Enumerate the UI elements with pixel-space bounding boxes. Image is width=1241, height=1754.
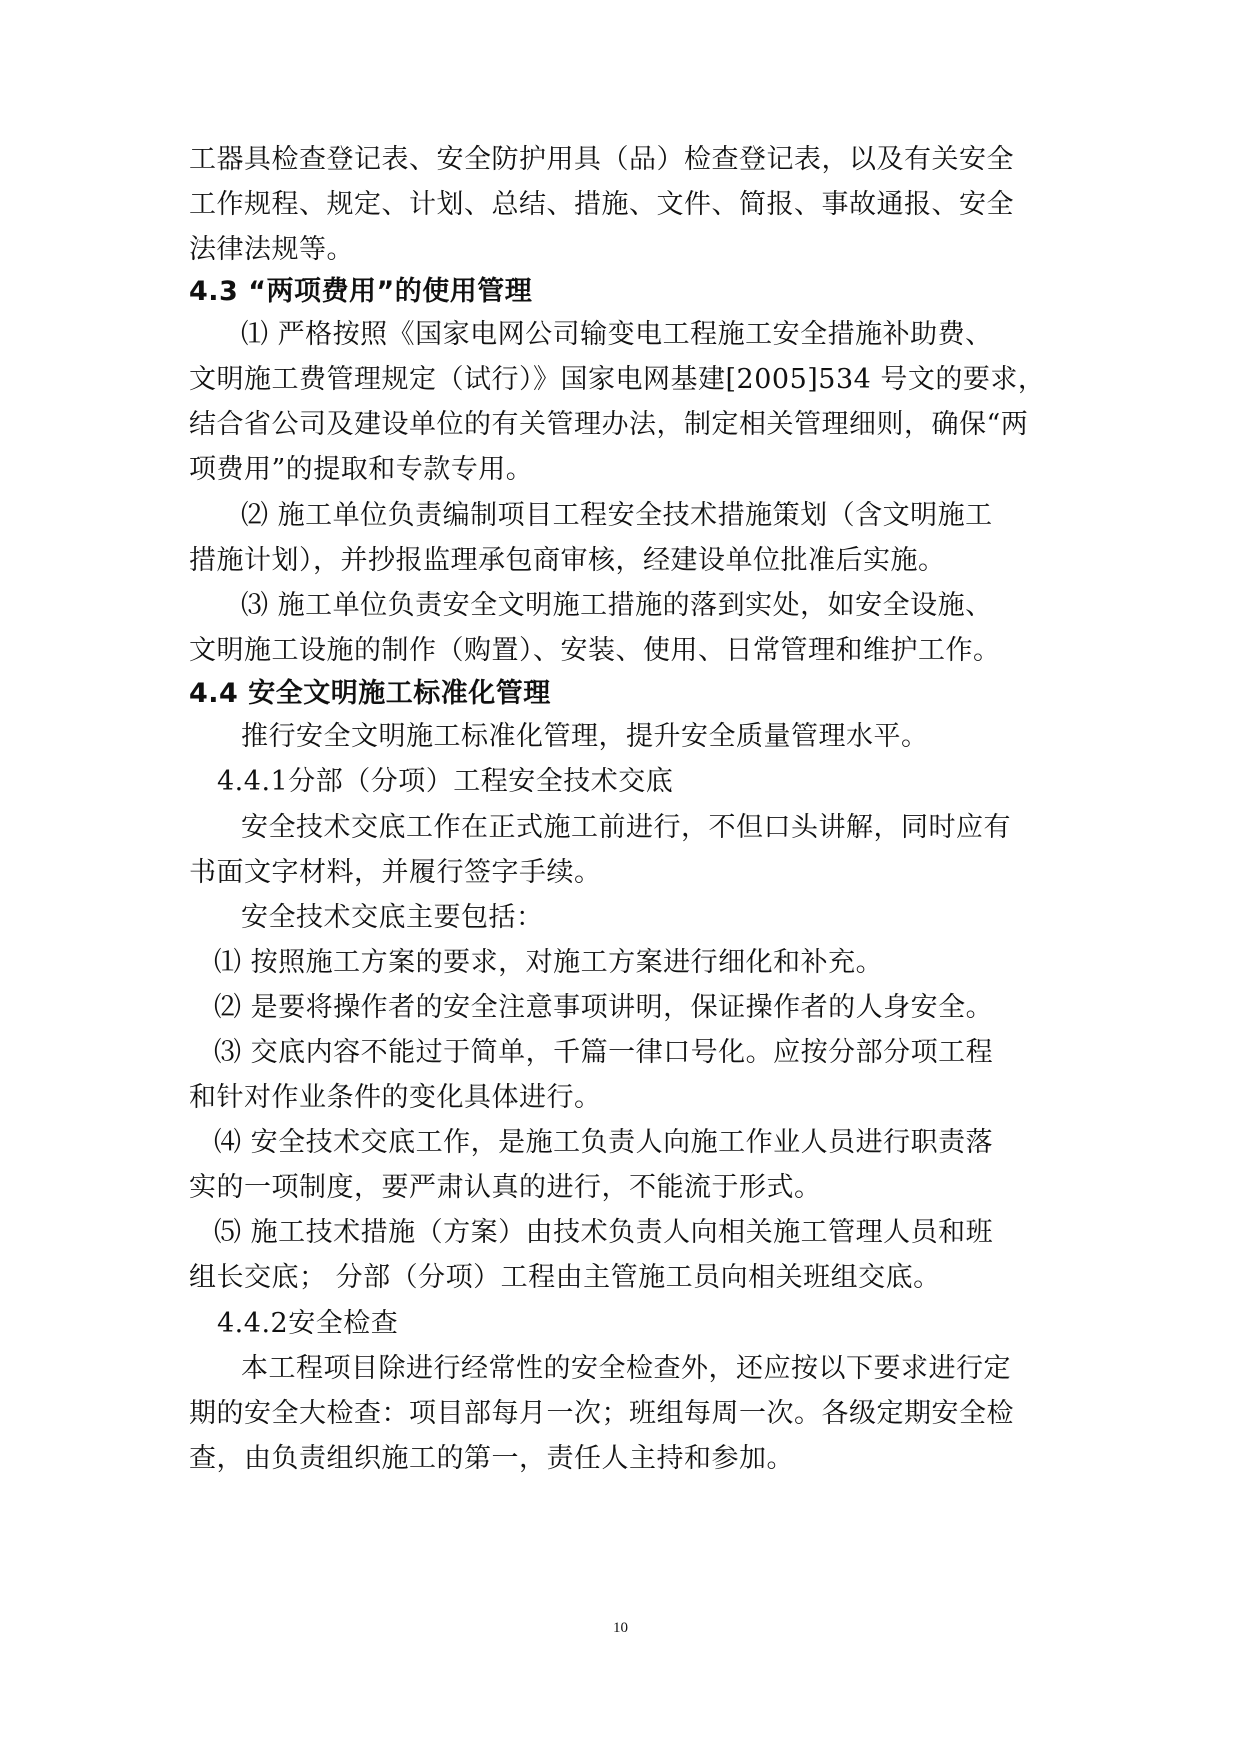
- body-line: 措施计划），并抄报监理承包商审核，经建设单位批准后实施。: [189, 545, 946, 576]
- body-line: 推行安全文明施工标准化管理，提升安全质量管理水平。: [241, 721, 929, 752]
- subsection-heading-4-4-2: 4.4.2安全检查: [217, 1308, 399, 1339]
- body-line: 组长交底； 分部（分项）工程由主管施工员向相关班组交底。: [189, 1262, 941, 1293]
- body-line: 安全技术交底主要包括：: [241, 902, 544, 933]
- body-line: 结合省公司及建设单位的有关管理办法，制定相关管理细则，确保“两: [189, 409, 1029, 440]
- list-item-2-line: ⑵ 施工单位负责编制项目工程安全技术措施策划（含文明施工: [241, 500, 993, 531]
- body-line: 文明施工设施的制作（购置）、安装、使用、日常管理和维护工作。: [189, 635, 1001, 666]
- body-line: 和针对作业条件的变化具体进行。: [189, 1082, 602, 1113]
- body-line: 项费用”的提取和专款专用。: [189, 454, 534, 485]
- list-item-1-line: ⑴ 按照施工方案的要求，对施工方案进行细化和补充。: [214, 947, 884, 978]
- section-heading-4-3: 4.3 “两项费用”的使用管理: [189, 276, 533, 307]
- body-line: 书面文字材料，并履行签字手续。: [189, 857, 602, 888]
- list-item-3-line: ⑶ 交底内容不能过于简单，千篇一律口号化。应按分部分项工程: [214, 1037, 994, 1068]
- body-line: 法律法规等。: [189, 234, 354, 265]
- body-line: 文明施工费管理规定（试行）》国家电网基建[2005]534 号文的要求，: [189, 364, 1046, 395]
- list-item-5-line: ⑸ 施工技术措施（方案）由技术负责人向相关施工管理人员和班: [214, 1217, 994, 1248]
- subsection-heading-4-4-1: 4.4.1分部（分项）工程安全技术交底: [217, 766, 674, 797]
- list-item-1-line: ⑴ 严格按照《国家电网公司输变电工程施工安全措施补助费、: [241, 319, 993, 350]
- body-line: 实的一项制度，要严肃认真的进行，不能流于形式。: [189, 1172, 822, 1203]
- list-item-3-line: ⑶ 施工单位负责安全文明施工措施的落到实处，如安全设施、: [241, 590, 993, 621]
- body-line: 工作规程、规定、计划、总结、措施、文件、简报、事故通报、安全: [189, 189, 1014, 220]
- body-line: 本工程项目除进行经常性的安全检查外，还应按以下要求进行定: [241, 1353, 1011, 1384]
- body-line: 工器具检查登记表、安全防护用具（品）检查登记表，以及有关安全: [189, 144, 1014, 175]
- page-number: 10: [613, 1620, 628, 1636]
- list-item-4-line: ⑷ 安全技术交底工作，是施工负责人向施工作业人员进行职责落: [214, 1127, 994, 1158]
- body-line: 期的安全大检查：项目部每月一次；班组每周一次。各级定期安全检: [189, 1398, 1014, 1429]
- body-line: 安全技术交底工作在正式施工前进行，不但口头讲解，同时应有: [241, 812, 1011, 843]
- section-heading-4-4: 4.4 安全文明施工标准化管理: [189, 678, 551, 709]
- body-line: 查，由负责组织施工的第一，责任人主持和参加。: [189, 1443, 794, 1474]
- list-item-2-line: ⑵ 是要将操作者的安全注意事项讲明，保证操作者的人身安全。: [214, 992, 994, 1023]
